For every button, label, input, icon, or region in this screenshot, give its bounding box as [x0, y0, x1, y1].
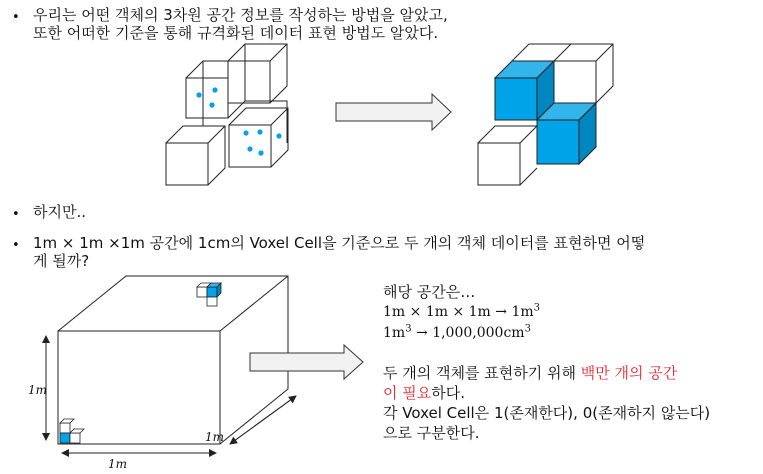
filled-voxel	[495, 78, 537, 120]
voxel-outline	[228, 61, 270, 103]
bullet-1-line-2: 또한 어떠한 기준을 통해 규격화된 데이터 표현 방법도 알았다.	[33, 24, 439, 42]
dimension-label-depth: 1m	[205, 430, 225, 444]
point-dot	[257, 129, 262, 134]
explanation-line-2: 이 필요하다.	[383, 384, 465, 402]
point-dot	[276, 133, 281, 138]
filled-voxel	[537, 120, 579, 164]
corner-voxels-bottom	[60, 419, 84, 443]
bullet-dot: •	[12, 238, 20, 253]
right-arrow-icon	[336, 94, 451, 130]
corner-voxels-top	[197, 283, 221, 306]
point-dot	[209, 102, 214, 107]
point-dot	[258, 150, 263, 155]
voxel-outline	[166, 143, 208, 185]
explanation-line-4: 으로 구분한다.	[383, 424, 480, 442]
explanation-line-1: 두 개의 객체를 표현하기 위해 백만 개의 공간	[383, 364, 678, 382]
point-dot	[196, 92, 201, 97]
point-dot	[247, 146, 252, 151]
right-arrow-icon	[250, 345, 363, 379]
filled-voxel	[207, 287, 217, 297]
filled-voxel-cluster	[478, 44, 613, 185]
point-dot	[212, 87, 217, 92]
occupancy-dots	[196, 87, 281, 155]
voxel-outline	[186, 78, 228, 118]
space-heading: 해당 공간은…	[383, 283, 476, 301]
bullet-dot: •	[12, 10, 20, 25]
equation-conversion: $1m^3 \to 1,000,000cm^3$	[383, 323, 531, 341]
voxel-outline	[478, 143, 520, 185]
wireframe-voxel-cluster	[166, 44, 288, 185]
point-dot	[243, 130, 248, 135]
voxel-outline	[229, 125, 271, 167]
dimension-label-width: 1m	[108, 457, 128, 471]
bullet-2-text: 하지만..	[33, 203, 87, 221]
bullet-1-line-1: 우리는 어떤 객체의 3차원 공간 정보를 작성하는 방법을 알았고,	[33, 6, 448, 24]
bullet-3-line-2: 게 될까?	[33, 252, 90, 270]
equation-volume: $1m \times 1m \times 1m \to 1m^3$	[383, 302, 540, 320]
bullet-dot: •	[12, 207, 20, 222]
filled-voxel	[60, 433, 70, 443]
bullet-3-line-1: 1m × 1m ×1m 공간에 1cm의 Voxel Cell을 기준으로 두 개의 객체 데이터를 표현하면 어떻	[33, 234, 646, 252]
dimension-label-height: 1m	[28, 383, 48, 397]
explanation-line-3: 각 Voxel Cell은 1(존재한다), 0(존재하지 않는다)	[383, 404, 711, 422]
